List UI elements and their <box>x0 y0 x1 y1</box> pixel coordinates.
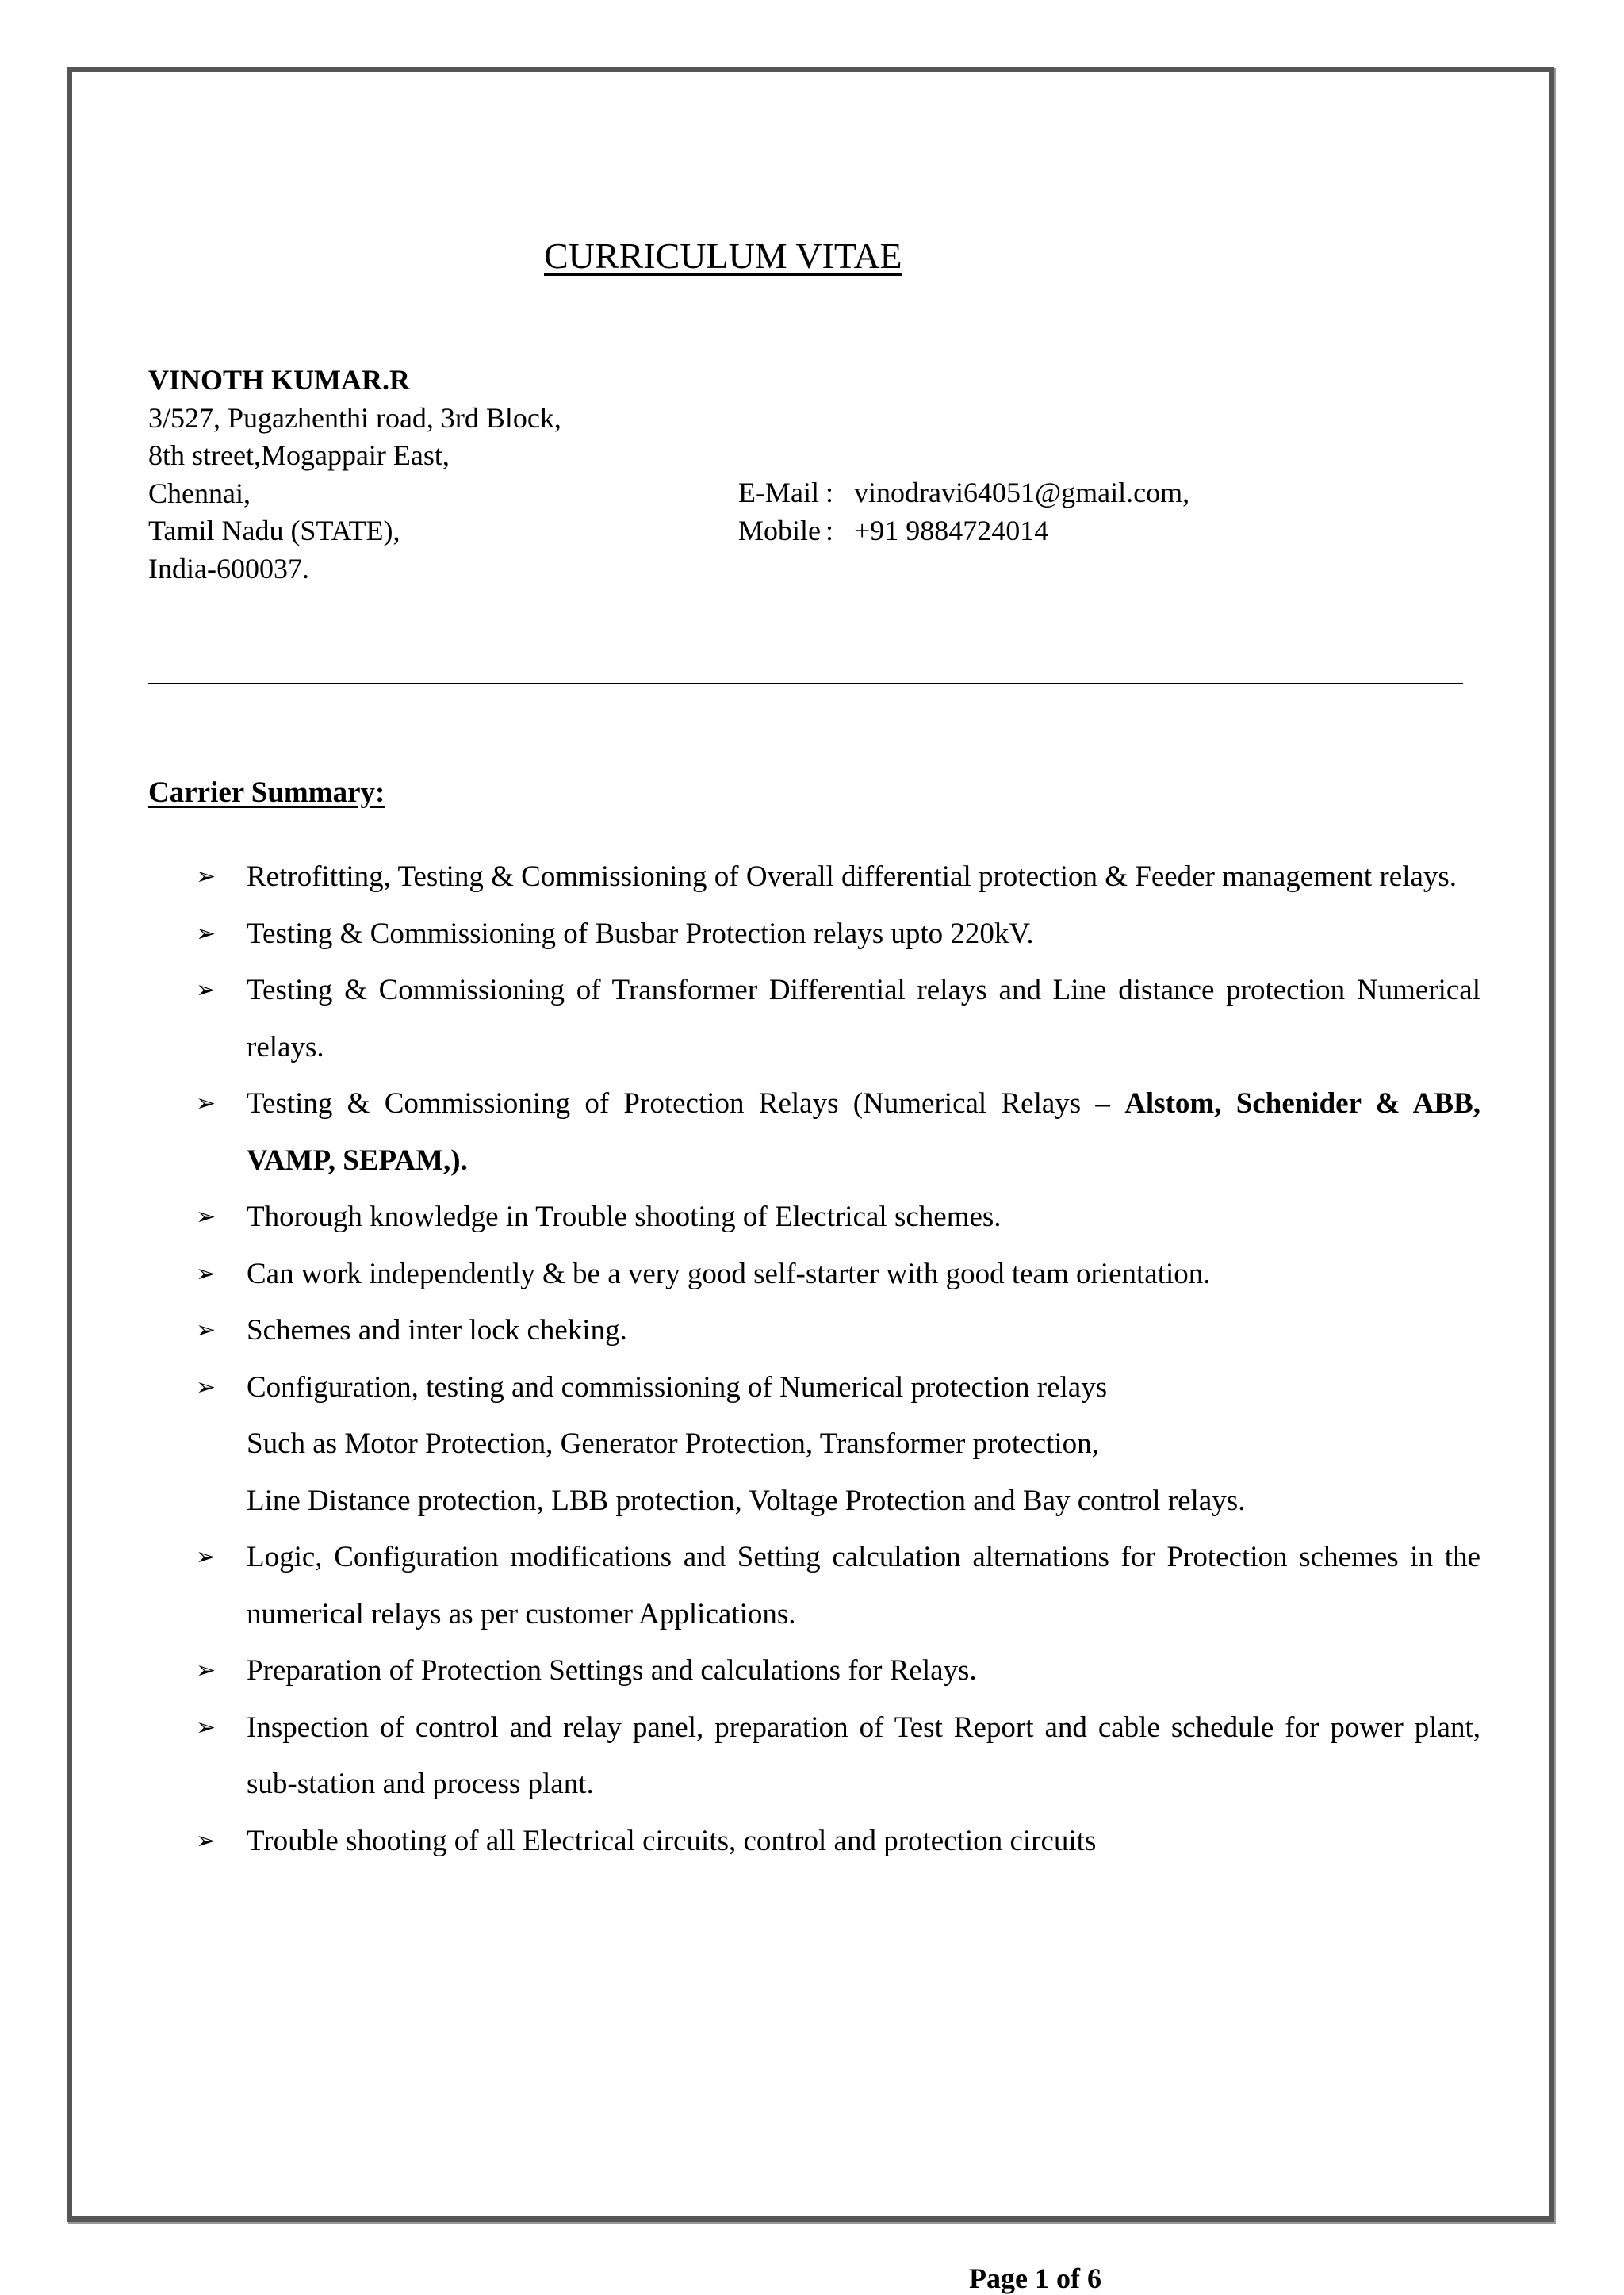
arrowhead-bullet-icon: ➢ <box>196 919 216 948</box>
list-item <box>148 849 1480 906</box>
email-separator: : <box>825 477 834 508</box>
list-item-text: Thorough knowledge in Trouble shooting of Electrical schemes. <box>247 1201 1002 1233</box>
list-item <box>148 962 1480 1075</box>
document-title: CURRICULUM VITAE <box>544 236 902 276</box>
list-item <box>148 1813 1480 1870</box>
arrowhead-bullet-icon: ➢ <box>196 1826 216 1855</box>
list-item-text: Testing & Commissioning of Protection Relays (Numerical Relays – <box>247 1087 1125 1120</box>
relay-brands: Alstom, Schenider & ABB, VAMP, SEPAM,). <box>247 1087 1480 1177</box>
arrowhead-bullet-icon: ➢ <box>196 1259 216 1288</box>
list-item-text <box>247 1359 1480 1530</box>
arrowhead-bullet-icon: ➢ <box>196 1373 216 1401</box>
mobile-value: +91 9884724014 <box>854 514 1049 546</box>
list-item-text-mixed <box>247 1075 1480 1189</box>
mobile-label: Mobile <box>738 514 821 546</box>
list-item <box>148 1529 1480 1642</box>
arrowhead-bullet-icon: ➢ <box>196 1657 216 1684</box>
candidate-name: VINOTH KUMAR.R <box>148 364 410 396</box>
list-item <box>148 906 1480 963</box>
list-item <box>148 1189 1480 1246</box>
mobile-row <box>738 512 1189 550</box>
arrowhead-bullet-icon: ➢ <box>196 863 216 891</box>
list-item-text: Logic, Configuration modifications and Setting calculation alternations for Protection schemes in the numerical relays as per customer Applications. <box>247 1541 1480 1630</box>
list-item <box>148 1302 1480 1359</box>
address-block <box>148 362 561 588</box>
list-item-text: Inspection of control and relay panel, preparation of Test Report and cable schedule for power plant, sub-station and process plant. <box>247 1711 1480 1800</box>
arrowhead-bullet-icon: ➢ <box>196 1316 216 1344</box>
list-item-line: Configuration, testing and commissioning of Numerical protection relays <box>247 1370 1108 1404</box>
list-item-text: Can work independently & be a very good self-starter with good team orientation. <box>247 1257 1211 1290</box>
list-item-text: Preparation of Protection Settings and calculations for Relays. <box>247 1654 977 1687</box>
address-line-4: Tamil Nadu (STATE), <box>148 515 400 546</box>
list-item <box>148 1075 1480 1189</box>
list-item <box>148 1699 1480 1813</box>
address-line-2: 8th street,Mogappair East, <box>148 439 450 471</box>
email-row <box>738 474 1189 512</box>
list-item-line: Line Distance protection, LBB protection, Voltage Protection and Bay control relays. <box>247 1484 1246 1517</box>
arrowhead-bullet-icon: ➢ <box>196 1203 216 1231</box>
list-item-text: Schemes and inter lock cheking. <box>247 1314 627 1347</box>
list-item-text: Retrofitting, Testing & Commissioning of Overall differential protection & Feeder management relays. <box>247 860 1457 893</box>
page-number: Page 1 of 6 <box>969 2262 1101 2294</box>
arrowhead-bullet-icon: ➢ <box>196 1090 216 1117</box>
address-line-1: 3/527, Pugazhenthi road, 3rd Block, <box>148 401 561 434</box>
list-item-text: Testing & Commissioning of Transformer Differential relays and Line distance protection Numerical relays. <box>247 974 1480 1063</box>
list-item-text: Testing & Commissioning of Busbar Protection relays upto 220kV. <box>247 917 1034 950</box>
email-label: E-Mail <box>738 477 819 508</box>
contact-block <box>738 474 1189 550</box>
arrowhead-bullet-icon: ➢ <box>196 1543 216 1571</box>
header-divider <box>148 683 1463 684</box>
list-item <box>148 1642 1480 1699</box>
list-item-text: Trouble shooting of all Electrical circuits, control and protection circuits <box>247 1824 1097 1857</box>
summary-list <box>148 849 1480 1869</box>
address-line-3: Chennai, <box>148 477 251 509</box>
list-item <box>148 1359 1480 1530</box>
email-value: vinodravi64051@gmail.com, <box>854 477 1190 508</box>
list-item <box>148 1246 1480 1303</box>
arrowhead-bullet-icon: ➢ <box>196 1713 216 1741</box>
list-item-line: Such as Motor Protection, Generator Protection, Transformer protection, <box>247 1427 1099 1460</box>
mobile-separator: : <box>825 514 834 546</box>
summary-heading: Carrier Summary: <box>148 776 385 809</box>
address-line-5: India-600037. <box>148 552 309 584</box>
arrowhead-bullet-icon: ➢ <box>196 976 216 1004</box>
